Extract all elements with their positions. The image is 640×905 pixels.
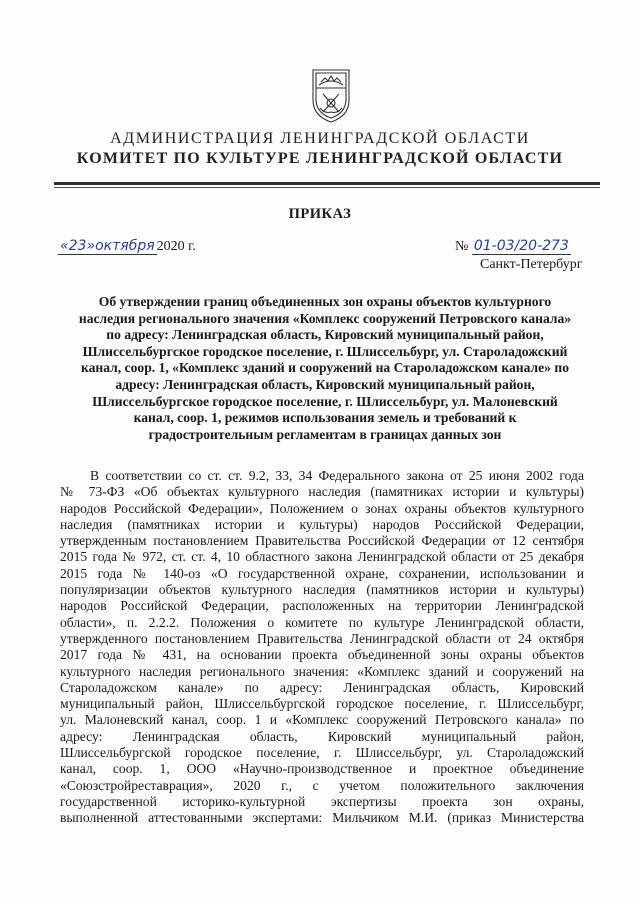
body-line: ул. Малоневский канал, соор. 1 и «Комплекс сооружений Петровского канала» по — [60, 712, 584, 728]
body-line: Шлиссельбургской городское поселение, г. Шлиссельбург, ул. Староладожский — [60, 745, 584, 761]
header-divider-thick — [54, 182, 600, 185]
body-line: Староладожском канале» по адресу: Ленинградская область, Кировский — [60, 679, 584, 695]
date-open-quote: « — [60, 238, 69, 254]
city-name: Санкт-Петербург — [480, 257, 583, 272]
subject-line: наследия регионального значения «Комплекс сооружений Петровского канала» — [78, 310, 572, 326]
body-line: народов Российской Федерации», Положением о зонах охраны объектов культурного — [60, 500, 584, 516]
subject-line: адресу: Ленинградская область, Кировский муниципальный район, — [115, 376, 535, 392]
body-line: «Союзстройреставрация», 2020 г., с учетом положительного заключения — [60, 777, 584, 793]
subject-line: канал, соор. 1, режимов использования земель и требований к — [133, 410, 517, 426]
subject-line: Шлиссельбургское городское поселение, г. Шлиссельбург, ул. Староладожский — [82, 343, 568, 359]
date-handwritten — [58, 238, 157, 255]
body-line: утвержденным постановлением Правительства Российской Федерации от 12 сентября — [60, 533, 584, 549]
date-month: октября — [95, 238, 155, 254]
number-prefix: № — [455, 239, 469, 254]
body-line: 2017 года № 431, на основании проекта объединенной зоны охраны объектов — [60, 647, 584, 663]
body-line: популяризации объектов культурного наследия (памятников истории и культуры) — [60, 582, 584, 598]
body-line: государственной историко-культурной экспертизы проекта зон охраны, — [60, 793, 584, 809]
header-divider-thin — [54, 187, 600, 188]
coat-of-arms-emblem-icon — [309, 66, 353, 124]
body-line: наследия (памятниках истории и культуры) народов Российской Федерации, — [60, 516, 584, 532]
body-line: области», п. 2.2.2. Положения о комитете по культуре Ленинградской области, — [60, 614, 584, 630]
subject-line: канал, соор. 1, «Комплекс зданий и сооружений на Староладожском канале» по — [80, 360, 569, 376]
body-line: адресу: Ленинградская область, Кировский муниципальный район, — [60, 728, 584, 744]
order-subject — [70, 294, 580, 443]
committee-heading: КОМИТЕТ ПО КУЛЬТУРЕ ЛЕНИНГРАДСКОЙ ОБЛАСТИ — [76, 150, 564, 167]
order-body — [60, 468, 584, 827]
body-line: выполненной аттестованными экспертами: Мильчиком М.И. (приказ Министерства — [60, 810, 584, 826]
order-number — [455, 238, 571, 255]
body-line: культурного наследия регионального значения: «Комплекс зданий и сооружений на — [60, 663, 584, 679]
body-line: утвержденного постановлением Правительства Ленинградской области от 24 октября — [60, 630, 584, 646]
subject-line: Шлиссельбургское городское поселение, г. Шлиссельбург, ул. Малоневский — [92, 393, 558, 409]
number-handwritten: 01-03/20-273 — [473, 238, 569, 254]
administration-heading: АДМИНИСТРАЦИЯ ЛЕНИНГРАДСКОЙ ОБЛАСТИ — [110, 130, 530, 147]
subject-line: по адресу: Ленинградская область, Кировский муниципальный район, — [106, 327, 544, 343]
date-year: 2020 г. — [156, 239, 196, 254]
body-line: муниципальный район, Шлиссельбургской городское поселение, г. Шлиссельбург, — [60, 696, 584, 712]
body-line: В соответствии со ст. ст. 9.2, 33, 34 Федерального закона от 25 июня 2002 года — [90, 468, 584, 483]
body-line: народов Российской Федерации, расположенных на территории Ленинградской — [60, 598, 584, 614]
body-line: канал, соор. 1, ООО «Научно-производственное и проектное объединение — [60, 761, 584, 777]
subject-line: Об утверждении границ объединенных зон охраны объектов культурного — [98, 294, 552, 309]
order-title: ПРИКАЗ — [288, 206, 352, 222]
date-day: 23 — [68, 238, 87, 254]
date-close-quote: » — [86, 238, 96, 254]
body-line: № 73-ФЗ «Об объектах культурного наследия (памятниках истории и культуры) — [60, 484, 584, 500]
body-line: 2015 года № 140-оз «О государственной охране, сохранении, использовании и — [60, 565, 584, 581]
subject-line: градостроительным регламентам в границах данных зон — [148, 426, 502, 442]
order-date — [58, 238, 196, 255]
body-line: 2015 года № 972, ст. ст. 4, 10 областного закона Ленинградской области от 25 декабря — [60, 549, 584, 565]
